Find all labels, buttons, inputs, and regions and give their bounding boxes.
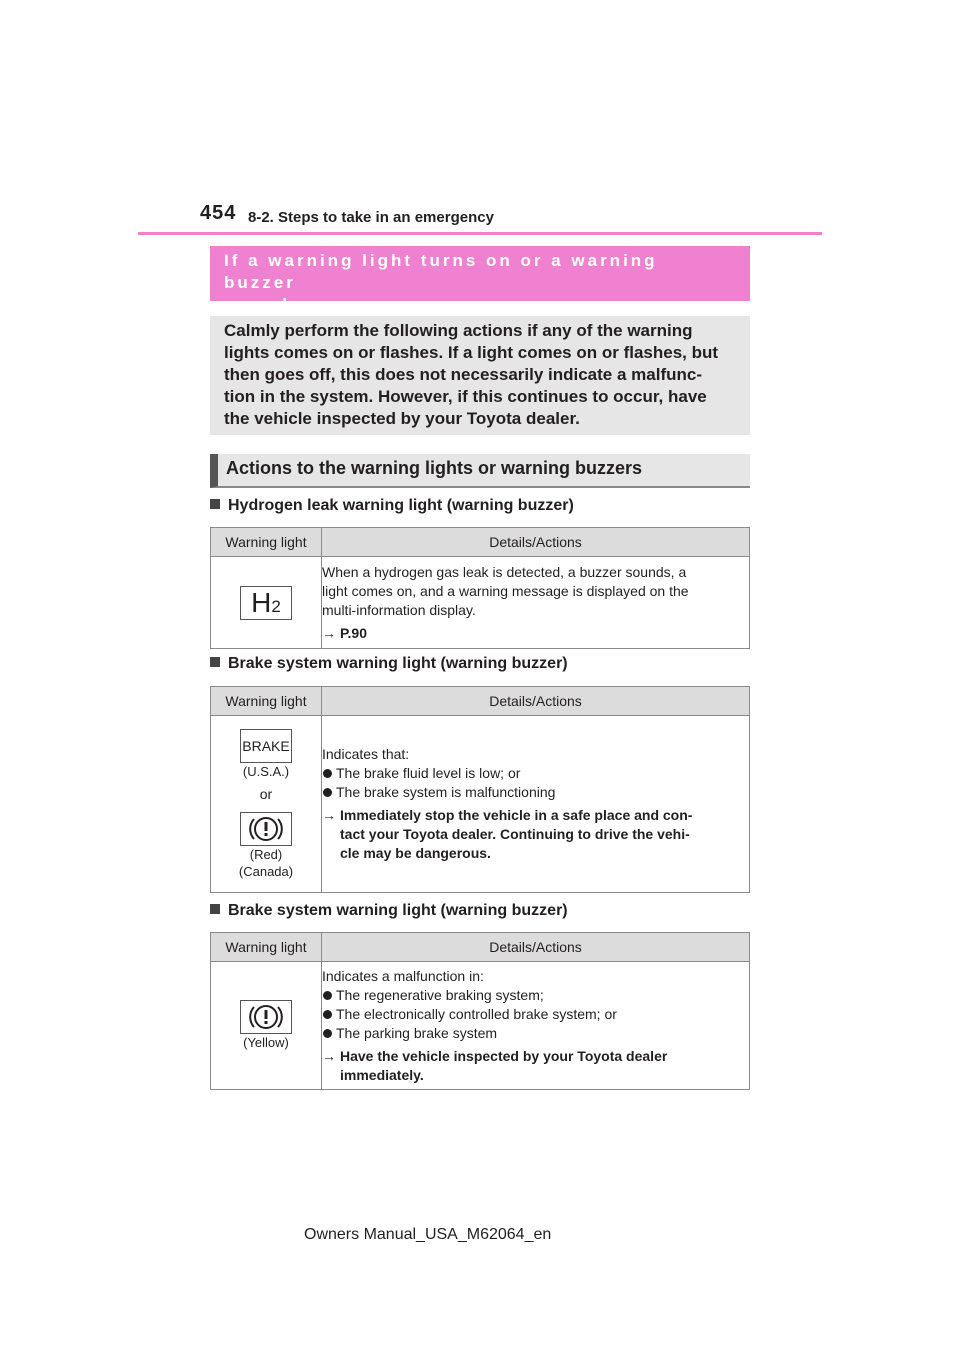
table-header-row bbox=[211, 933, 750, 962]
warning-light-cell bbox=[211, 962, 322, 1090]
details-cell bbox=[322, 716, 750, 893]
banner-line-1: If a warning light turns on or a warning buzzer bbox=[224, 251, 658, 292]
square-bullet-icon bbox=[210, 499, 220, 509]
warning-light-cell bbox=[211, 557, 322, 649]
arrow-right-icon: → bbox=[322, 624, 336, 641]
list-item: The electronically controlled brake system; or bbox=[322, 1005, 749, 1024]
page-number: 454 bbox=[200, 202, 237, 224]
icon-caption: (Red) bbox=[249, 846, 283, 862]
list-item: The parking brake system bbox=[322, 1024, 749, 1043]
col-warning-light: Warning light bbox=[211, 687, 322, 716]
brake-icon-text: BRAKE bbox=[242, 737, 290, 754]
action-line: Immediately stop the vehicle in a safe place and con- bbox=[340, 807, 693, 823]
section-title: 8-2. Steps to take in an emergency bbox=[248, 209, 494, 226]
list-item: The brake fluid level is low; or bbox=[322, 764, 749, 783]
action-text bbox=[322, 1047, 749, 1085]
action-line: tact your Toyota dealer. Continuing to drive the vehi- bbox=[340, 826, 690, 842]
intro-line: lights comes on or flashes. If a light comes on or flashes, but bbox=[224, 343, 719, 362]
or-text: or bbox=[259, 785, 273, 802]
intro-line: the vehicle inspected by your Toyota dealer. bbox=[224, 409, 580, 428]
action-line: immediately. bbox=[340, 1066, 424, 1083]
list-item: The brake system is malfunctioning bbox=[322, 783, 749, 802]
icon-caption: (Yellow) bbox=[243, 1035, 289, 1050]
intro-line: tion in the system. However, if this continues to occur, have bbox=[224, 387, 707, 406]
details-cell bbox=[322, 962, 750, 1090]
action-line: Have the vehicle inspected by your Toyota dealer bbox=[340, 1047, 668, 1064]
table-header-row bbox=[211, 687, 750, 716]
intro-line: Calmly perform the following actions if any of the warning bbox=[224, 321, 693, 340]
col-details-actions: Details/Actions bbox=[322, 933, 750, 962]
brake-red-subheading bbox=[210, 655, 568, 673]
actions-heading-text: Actions to the warning lights or warning buzzers bbox=[226, 458, 643, 478]
h2-icon bbox=[240, 586, 292, 620]
icon-caption: (U.S.A.) bbox=[242, 763, 290, 779]
col-details-actions: Details/Actions bbox=[322, 528, 750, 557]
detail-line: multi-information display. bbox=[322, 601, 476, 618]
arrow-right-icon: → bbox=[322, 807, 336, 823]
table-header-row bbox=[211, 528, 750, 557]
page-reference-text: P.90 bbox=[340, 624, 367, 641]
hydrogen-title: Hydrogen leak warning light (warning buzzer) bbox=[228, 497, 574, 514]
h2-icon-letter: H bbox=[251, 586, 272, 618]
page-reference bbox=[322, 624, 749, 643]
detail-line: light comes on, and a warning message is displayed on the bbox=[322, 582, 689, 599]
warning-light-cell bbox=[211, 716, 322, 893]
brake-red-title: Brake system warning light (warning buzzer) bbox=[228, 655, 568, 672]
hydrogen-subheading bbox=[210, 497, 574, 515]
action-line: cle may be dangerous. bbox=[340, 845, 491, 861]
square-bullet-icon bbox=[210, 904, 220, 914]
action-text bbox=[322, 806, 749, 863]
arrow-right-icon: → bbox=[322, 1047, 336, 1064]
table-row bbox=[211, 557, 750, 649]
detail-line: Indicates that: bbox=[322, 746, 410, 762]
detail-line: Indicates a malfunction in: bbox=[322, 967, 484, 984]
title-banner bbox=[210, 246, 750, 314]
h2-icon-sub: 2 bbox=[271, 596, 281, 616]
hydrogen-table bbox=[210, 527, 750, 649]
square-bullet-icon bbox=[210, 657, 220, 667]
brake-text-icon bbox=[240, 729, 292, 763]
brake-red-table bbox=[210, 686, 750, 893]
brake-yellow-title: Brake system warning light (warning buzzer) bbox=[228, 902, 568, 919]
col-warning-light: Warning light bbox=[211, 528, 322, 557]
exclamation-circle-icon bbox=[240, 812, 292, 846]
intro-line: then goes off, this does not necessarily indicate a malfunc- bbox=[224, 365, 702, 384]
header-rule bbox=[138, 232, 822, 235]
detail-line: When a hydrogen gas leak is detected, a buzzer sounds, a bbox=[322, 563, 687, 580]
table-row bbox=[211, 716, 750, 893]
footer-text: Owners Manual_USA_M62064_en bbox=[304, 1226, 552, 1243]
col-details-actions: Details/Actions bbox=[322, 687, 750, 716]
icon-caption: (Canada) bbox=[238, 863, 294, 879]
exclamation-circle-icon bbox=[240, 1000, 292, 1034]
actions-heading bbox=[210, 454, 750, 488]
intro-box bbox=[210, 316, 750, 435]
list-item: The regenerative braking system; bbox=[322, 986, 749, 1005]
details-cell bbox=[322, 557, 750, 649]
banner-line-2: sounds bbox=[224, 295, 303, 314]
col-warning-light: Warning light bbox=[211, 933, 322, 962]
brake-yellow-subheading bbox=[210, 902, 568, 920]
brake-yellow-table bbox=[210, 932, 750, 1090]
table-row bbox=[211, 962, 750, 1090]
